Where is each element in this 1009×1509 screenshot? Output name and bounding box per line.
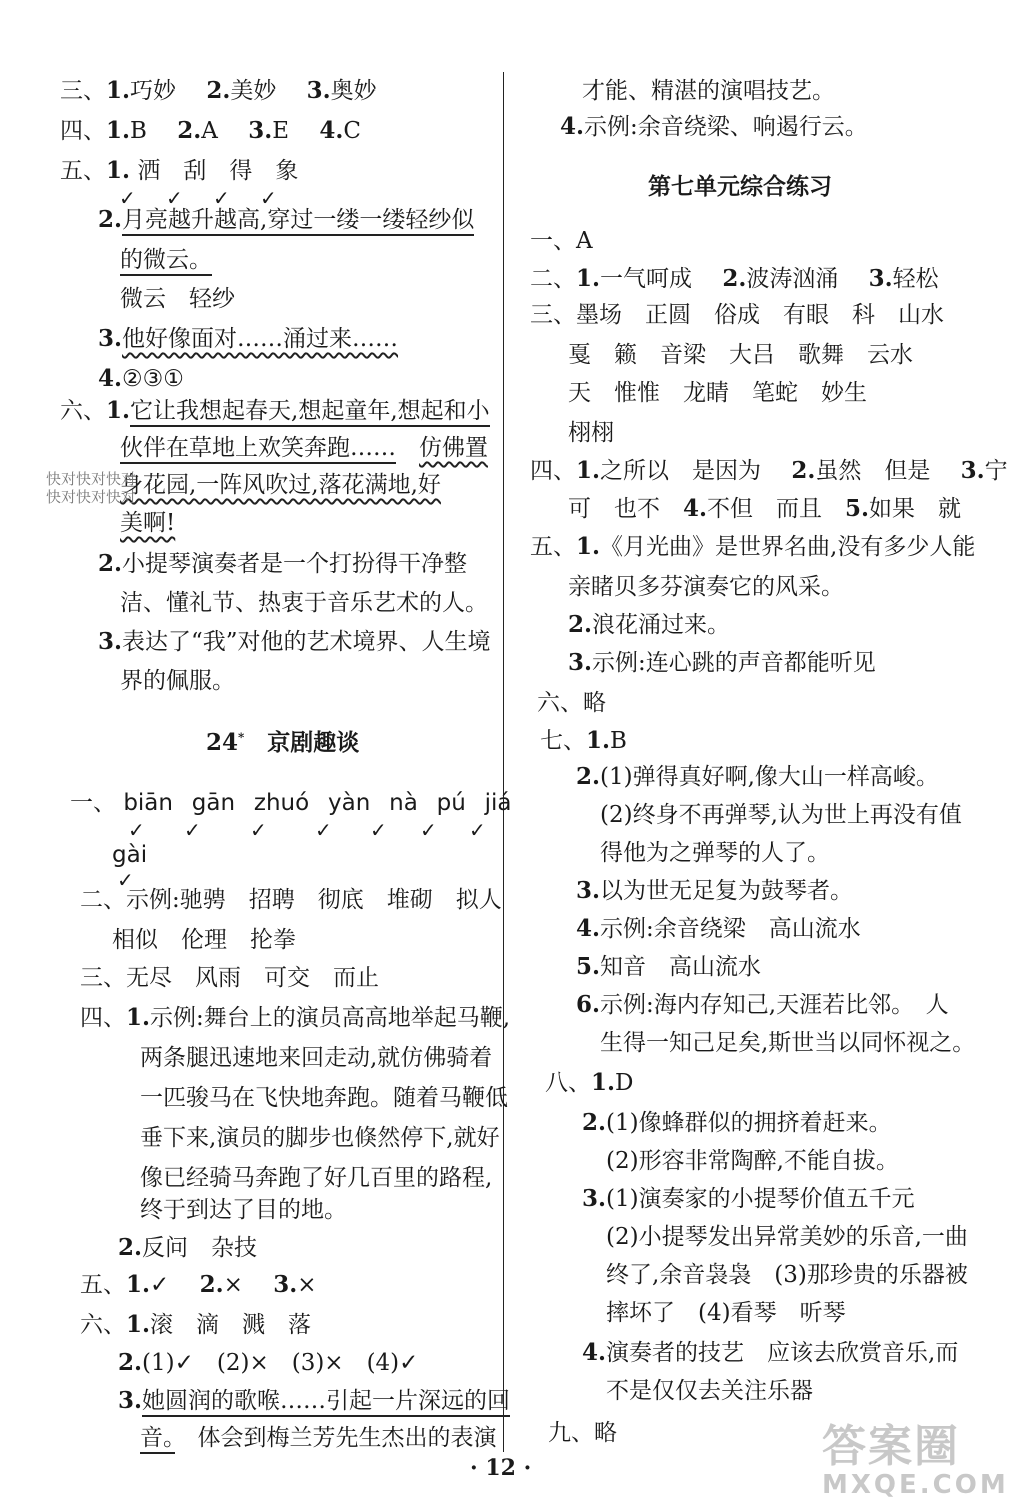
lesson-24-section-2-cont: 相似 伦理 抡拳 <box>112 927 296 953</box>
check-icon: ✓ <box>128 818 145 842</box>
column-divider <box>503 72 504 1452</box>
unit-7-section-8-q2-line2: (2)形容非常陶醉,不能自拔。 <box>606 1148 899 1174</box>
lesson-24-section-4-q2: 2.反问 杂技 <box>118 1234 258 1261</box>
paragraph-line: 一匹骏马在飞快地奔跑。随着马鞭低 <box>140 1085 508 1111</box>
carryover-q4: 4.示例:余音绕梁、响遏行云。 <box>560 113 868 140</box>
lesson-24-section-4: 四、1.示例:舞台上的演员高高地举起马鞭, <box>80 1004 511 1031</box>
paragraph-line: 两条腿迅速地来回走动,就仿佛骑着 <box>140 1045 493 1071</box>
lesson-24-title: 24* 京剧趣谈 <box>206 729 360 756</box>
unit-7-section-8-q4-line2: 不是仅仅去关注乐器 <box>606 1378 813 1404</box>
page-number: · 12 · <box>470 1455 532 1481</box>
section-6-q2-cont: 洁、懂礼节、热衷于音乐艺术的人。 <box>120 590 488 616</box>
check-icon: ✓ <box>420 818 437 842</box>
unit-7-section-8: 八、1.D <box>545 1069 634 1096</box>
unit-7-section-4-line2: 可 也不 4.不但 而且 5.如果 就 <box>568 495 962 522</box>
unit-7-section-3: 三、墨场 正圆 俗成 有眼 科 山水 <box>530 302 944 328</box>
section-6-q1-line4: 美啊! <box>120 510 176 536</box>
check-icon: ✓ <box>117 868 134 892</box>
section-6-q1-line2: 伙伴在草地上欢笑奔跑…… 仿佛置 <box>120 433 488 463</box>
lesson-24-pinyin-2: gài <box>112 842 148 868</box>
section-5-q2: 2.月亮越升越高,穿过一缕一缕轻纱似 <box>98 205 474 235</box>
unit-7-section-5-q2: 2.浪花涌过来。 <box>568 611 731 638</box>
unit-7-section-7-q2: 2.(1)弹得真好啊,像大山一样高峻。 <box>576 763 939 790</box>
unit-7-section-7: 七、1.B <box>540 727 627 754</box>
lesson-24-section-3: 三、无尽 风雨 可交 而止 <box>80 965 379 991</box>
lesson-24-section-6-q2: 2.(1)✓ (2)× (3)× (4)✓ <box>118 1349 419 1376</box>
paragraph-line: 垂下来,演员的脚步也倏然停下,就好 <box>140 1125 500 1151</box>
section-4-answers: 四、1.B 2.A 3.E 4.C <box>60 117 361 144</box>
unit-7-section-5-q3: 3.示例:连心跳的声音都能听见 <box>568 649 876 676</box>
unit-7-section-7-q6: 6.示例:海内存知己,天涯若比邻。 人 <box>576 991 949 1018</box>
section-5-q2-keywords: 微云 轻纱 <box>120 286 235 312</box>
check-icon: ✓ <box>469 818 486 842</box>
section-6-q2: 2.小提琴演奏者是一个打扮得干净整 <box>98 550 468 577</box>
section-6-q3: 3.表达了“我”对他的艺术境界、人生境 <box>98 628 491 655</box>
lesson-24-section-6: 六、1.滚 滴 溅 落 <box>80 1311 312 1338</box>
unit-7-section-9: 九、略 <box>548 1420 617 1446</box>
unit-7-section-8-q3-line2: (2)小提琴发出异常美妙的乐音,一曲 <box>606 1224 968 1250</box>
section-6-q3-cont: 界的佩服。 <box>120 668 235 694</box>
unit-7-section-8-q2: 2.(1)像蜂群似的拥挤着赶来。 <box>582 1109 892 1136</box>
unit-7-section-7-q3: 3.以为世无足复为鼓琴者。 <box>576 877 854 904</box>
unit-7-section-4: 四、1.之所以 是因为 2.虽然 但是 3.宁 <box>530 457 1008 484</box>
unit-7-section-8-q3: 3.(1)演奏家的小提琴价值五千元 <box>582 1185 915 1212</box>
section-5-q4: 4.②③① <box>98 365 184 392</box>
unit-7-section-1: 一、A <box>530 228 593 254</box>
lesson-24-section-5: 五、1.✓ 2.× 3.× <box>80 1271 317 1298</box>
lesson-24-section-6-q3: 3.她圆润的歌喉……引起一片深远的回 <box>118 1386 510 1416</box>
unit-7-section-8-q3-line4: 摔坏了 (4)看琴 听琴 <box>606 1300 846 1326</box>
unit-7-section-2: 二、1.一气呵成 2.波涛汹涌 3.轻松 <box>530 265 939 292</box>
paragraph-line: 像已经骑马奔跑了好几百里的路程, <box>140 1165 493 1191</box>
unit-7-section-6: 六、略 <box>537 690 606 716</box>
unit-7-section-3-line2: 戛 籁 音梁 大吕 歌舞 云水 <box>568 342 913 368</box>
unit-7-section-3-line3: 天 惟惟 龙睛 笔蛇 妙生 <box>568 380 867 406</box>
unit-7-title: 第七单元综合练习 <box>648 173 832 200</box>
unit-7-section-5-line2: 亲睹贝多芬演奏它的风采。 <box>568 574 844 600</box>
lesson-24-section-2: 二、示例:驰骋 招聘 彻底 堆砌 拟人 <box>80 887 502 913</box>
check-icon: ✓ <box>370 818 387 842</box>
unit-7-section-8-q4: 4.演奏者的技艺 应该去欣赏音乐,而 <box>582 1339 959 1366</box>
watermark: 快对快对快对 快对快对快对 <box>46 470 137 506</box>
check-icon: ✓ <box>119 186 136 210</box>
check-icon: ✓ <box>315 818 332 842</box>
watermark-logo: 答案圈 MXQE.COM <box>822 1421 1009 1500</box>
check-icon: ✓ <box>260 186 277 210</box>
unit-7-section-8-q3-line3: 终了,余音袅袅 (3)那珍贵的乐器被 <box>606 1262 968 1288</box>
check-icon: ✓ <box>250 818 267 842</box>
unit-7-section-7-q4: 4.示例:余音绕梁 高山流水 <box>576 915 861 942</box>
check-icon: ✓ <box>184 818 201 842</box>
section-6-q1-line3: 身花园,一阵风吹过,落花满地,好 <box>120 472 441 498</box>
unit-7-section-7-q5: 5.知音 高山流水 <box>576 953 762 980</box>
check-icon: ✓ <box>213 186 230 210</box>
unit-7-section-5: 五、1.《月光曲》是世界名曲,没有多少人能 <box>530 533 976 560</box>
unit-7-section-7-q2-line2: (2)终身不再弹琴,认为世上再没有值 <box>600 802 962 828</box>
unit-7-section-7-q6-line2: 生得一知己足矣,斯世当以同怀视之。 <box>600 1030 976 1056</box>
lesson-24-section-6-q3-cont: 音。 体会到梅兰芳先生杰出的表演 <box>140 1423 497 1453</box>
section-5-q1: 五、1. 洒 刮 得 象 <box>60 157 299 184</box>
section-5-q3: 3.他好像面对……涌过来…… <box>98 325 399 352</box>
lesson-24-pinyin: 一、 biān gān zhuó yàn nà pú jiá <box>70 790 512 816</box>
section-3-answers: 三、1.巧妙 2.美妙 3.奥妙 <box>60 77 377 104</box>
unit-7-section-7-q2-line3: 得他为之弹琴的人了。 <box>600 840 830 866</box>
check-icon: ✓ <box>166 186 183 210</box>
carryover-line: 才能、精湛的演唱技艺。 <box>582 78 835 104</box>
section-6-q1: 六、1.它让我想起春天,想起童年,想起和小 <box>60 396 490 426</box>
unit-7-section-3-line4: 栩栩 <box>568 420 614 446</box>
paragraph-line: 终于到达了目的地。 <box>140 1197 347 1223</box>
section-5-q2-cont: 的微云。 <box>120 245 212 275</box>
